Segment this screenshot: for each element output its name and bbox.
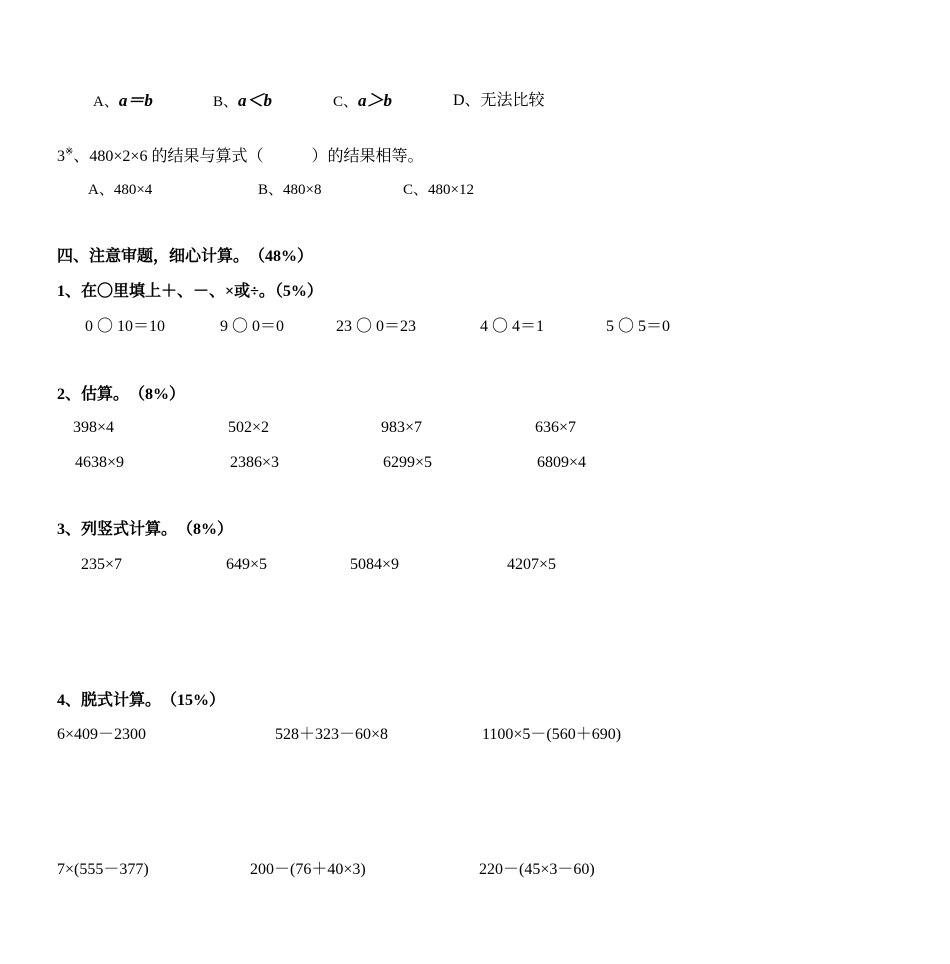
- part-2-row2-item-4: 6809×4: [537, 454, 587, 471]
- option-b-math: a＜b: [238, 91, 273, 110]
- part-4-row2-item-3: 220－(45×3－60): [479, 861, 595, 878]
- option-c-prefix: C、: [333, 94, 359, 110]
- part-2-row1-item-4: 636×7: [535, 419, 577, 436]
- option-c-math: a＞b: [358, 91, 393, 110]
- part-4-row1-item-2: 528＋323－60×8: [275, 726, 389, 743]
- part-4-row2-item-1: 7×(555－377): [57, 861, 149, 878]
- option-a-math: a＝b: [118, 91, 153, 110]
- part-3-item-2: 649×5: [226, 556, 268, 573]
- question-3-number: 3: [57, 148, 65, 165]
- part-4-row1-item-1: 6×409－2300: [57, 726, 147, 743]
- option-a: [93, 91, 153, 112]
- part-4-title: 4、脱式计算。 （15%）: [57, 692, 226, 709]
- option-b-prefix: B、: [213, 94, 239, 110]
- part-2-row1-item-3: 983×7: [381, 419, 423, 436]
- question-3-option-a: A、480×4: [88, 182, 153, 198]
- question-3: [57, 147, 423, 167]
- option-b: [213, 91, 272, 112]
- part-2-title: 2、估算。 （8%）: [57, 386, 186, 403]
- question-3-stem: 、480×2×6 的结果与算式（ ）的结果相等。: [73, 148, 424, 165]
- part-3-item-1: 235×7: [81, 556, 123, 573]
- part-3-item-4: 4207×5: [507, 556, 557, 573]
- part-1-item-3: 23 〇 0＝23: [336, 318, 417, 335]
- question-3-option-c: C、480×12: [403, 182, 474, 198]
- part-1-item-1: 0 〇 10＝10: [85, 318, 166, 335]
- part-3-title: 3、列竖式计算。 （8%）: [57, 521, 234, 538]
- part-1-item-5: 5 〇 5＝0: [606, 318, 671, 335]
- option-a-prefix: A、: [93, 94, 119, 110]
- part-2-row1-item-1: 398×4: [73, 419, 115, 436]
- part-4-row2-item-2: 200－(76＋40×3): [250, 861, 366, 878]
- part-2-row2-item-2: 2386×3: [230, 454, 280, 471]
- part-3-item-3: 5084×9: [350, 556, 400, 573]
- part-1-item-4: 4 〇 4＝1: [480, 318, 545, 335]
- part-4-row1-item-3: 1100×5－(560＋690): [482, 726, 622, 743]
- part-1-item-2: 9 〇 0＝0: [220, 318, 285, 335]
- option-d: D、无法比较: [453, 92, 545, 109]
- part-2-row2-item-1: 4638×9: [75, 454, 125, 471]
- part-2-row1-item-2: 502×2: [228, 419, 270, 436]
- section-4-title: 四、注意审题，细心计算。 （48%）: [57, 248, 314, 265]
- part-2-row2-item-3: 6299×5: [383, 454, 433, 471]
- option-c: [333, 91, 392, 112]
- question-3-mark: ※: [65, 146, 74, 158]
- question-3-option-b: B、480×8: [258, 182, 322, 198]
- part-1-title: 1、在〇里填上＋、－、×或÷。（5%）: [57, 283, 323, 300]
